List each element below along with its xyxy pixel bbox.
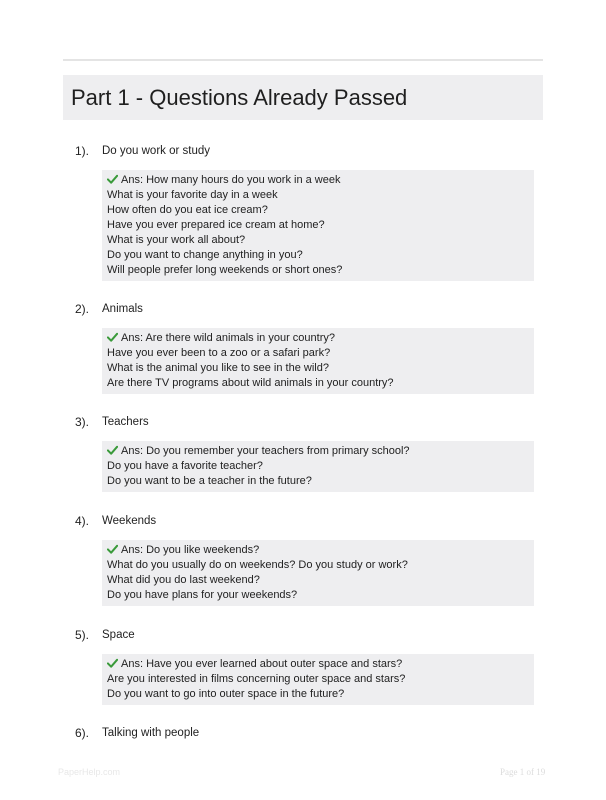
check-icon (107, 544, 118, 554)
question-topic: Animals (102, 303, 143, 315)
check-icon (107, 332, 118, 342)
answer-text: Ans: Are there wild animals in your country? (121, 332, 335, 344)
question-item (0, 415, 606, 487)
question-list (102, 170, 534, 281)
question-line: What is the animal you like to see in the wild? (107, 362, 329, 374)
check-icon (107, 445, 118, 455)
question-topic: Space (102, 629, 135, 641)
question-item (0, 628, 606, 700)
question-number: 1). (75, 144, 90, 158)
question-topic: Talking with people (102, 727, 200, 739)
question-line: Do you have plans for your weekends? (107, 589, 298, 601)
question-list (102, 540, 534, 606)
question-line: Do you have a favorite teacher? (107, 460, 263, 472)
page-title: Part 1 - Questions Already Passed (71, 84, 408, 110)
question-line: What do you usually do on weekends? Do you study or work? (107, 559, 408, 571)
answer-text: Ans: Have you ever learned about outer space and stars? (121, 658, 403, 670)
question-number: 5). (75, 628, 90, 642)
question-number: 6). (75, 726, 90, 740)
check-icon (107, 174, 118, 184)
answer-line (107, 173, 534, 188)
question-line: Have you ever been to a zoo or a safari park? (107, 347, 331, 359)
question-line: Do you want to go into outer space in the future? (107, 688, 345, 700)
question-number: 3). (75, 415, 90, 429)
footer-page-number: Page 1 of 19 (500, 767, 546, 777)
question-topic: Do you work or study (102, 145, 211, 157)
question-line: Are there TV programs about wild animals in your country? (107, 377, 394, 389)
question-line: Do you want to change anything in you? (107, 249, 303, 261)
question-item (0, 144, 606, 276)
question-line: Have you ever prepared ice cream at home? (107, 219, 325, 231)
question-item (0, 302, 606, 389)
question-topic: Teachers (102, 416, 149, 428)
answer-text: Ans: Do you remember your teachers from primary school? (121, 445, 410, 457)
question-item (0, 514, 606, 601)
answer-line (107, 444, 534, 459)
question-line: What is your work all about? (107, 234, 246, 246)
question-line: Do you want to be a teacher in the future? (107, 475, 312, 487)
question-line: What is your favorite day in a week (107, 189, 278, 201)
question-item (0, 726, 606, 746)
question-line: Will people prefer long weekends or short ones? (107, 264, 343, 276)
question-number: 2). (75, 302, 90, 316)
question-list (102, 328, 534, 394)
answer-line (107, 543, 534, 558)
answer-line (107, 331, 534, 346)
question-topic: Weekends (102, 515, 157, 527)
question-list (102, 654, 534, 705)
question-line: What did you do last weekend? (107, 574, 260, 586)
check-icon (107, 658, 118, 668)
question-line: Are you interested in films concerning outer space and stars? (107, 673, 406, 685)
footer-site: PaperHelp.com (58, 767, 121, 777)
question-line: How often do you eat ice cream? (107, 204, 268, 216)
answer-text: Ans: How many hours do you work in a week (121, 174, 341, 186)
answer-text: Ans: Do you like weekends? (121, 544, 260, 556)
title-bar (63, 75, 543, 120)
answer-line (107, 657, 534, 672)
question-list (102, 441, 534, 492)
question-number: 4). (75, 514, 90, 528)
top-divider (63, 59, 543, 61)
